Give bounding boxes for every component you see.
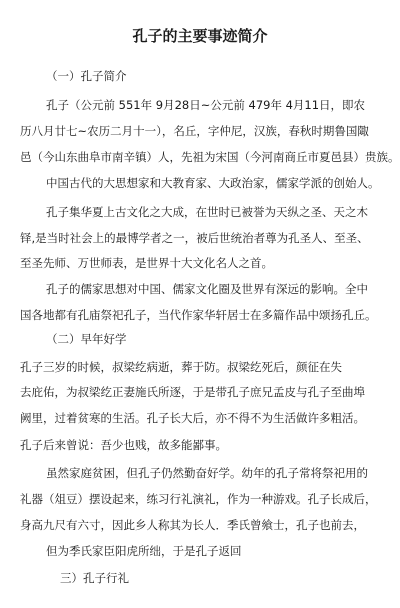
document-title: 孔子的主要事迹简介 <box>132 27 268 45</box>
paragraph-line: 去庇佑，为叔梁纥正妻施氏所逐，于是带孔子庶兄孟皮与孔子至曲埠 <box>20 385 365 399</box>
paragraph-line: 邑（今山东曲阜市南辛镇）人，先祖为宋国（今河南商丘市夏邑县）贵族。 <box>20 150 400 164</box>
paragraph-line: 铎,是当时社会上的最博学者之一，被后世统治者尊为孔圣人、至圣、 <box>20 231 369 245</box>
paragraph-line: 孔子（公元前 551年 9月28日~公元前 479年 4月11日，即农 <box>46 98 366 112</box>
paragraph-line: 孔子集华夏上古文化之大成，在世时已被誉为天纵之圣、天之木 <box>46 205 368 219</box>
paragraph-line: 孔子的儒家思想对中国、儒家文化圈及世界有深远的影响。全中 <box>46 282 368 296</box>
paragraph-line: 但为季氏家臣阳虎所绌，于是孔子返回 <box>46 544 242 558</box>
paragraph-line: 国各地都有孔庙祭祀孔子，当代作家华轩居士在多篇作品中颂扬孔丘。 <box>20 308 377 322</box>
paragraph-line: 孔子三岁的时候，叔梁纥病逝，葬于防。叔梁纥死后，颜征在失 <box>20 360 342 374</box>
section-heading-intro: （一）孔子简介 <box>46 69 127 83</box>
section-heading-rites: 三）孔子行礼 <box>60 571 129 585</box>
paragraph-line: 虽然家庭贫困，但孔子仍然勤奋好学。幼年的孔子常将祭祀用的 <box>46 466 368 480</box>
paragraph-line: 孔子后来曾说：吾少也贱，故多能鄙事。 <box>20 438 227 452</box>
paragraph-line: 身高九尺有六寸，因此乡人称其为长人．季氏曾飨士，孔子也前去， <box>20 518 365 532</box>
section-heading-early-learning: （二）早年好学 <box>46 332 127 346</box>
paragraph-line: 中国古代的大思想家和大教育家、大政治家，儒家学派的创始人。 <box>46 176 380 190</box>
paragraph-line: 历八月廿七~农历二月十一），名丘，字仲尼，汉族，春秋时期鲁国陬 <box>20 124 369 138</box>
paragraph-line: 阙里，过着贫寒的生活。孔子长大后，亦不得不为生活做许多粗活。 <box>20 411 365 425</box>
paragraph-line: 至圣先师、万世师表，是世界十大文化名人之首。 <box>20 256 273 270</box>
paragraph-line: 礼器（俎豆）摆设起来，练习行礼演礼，作为一种游戏。孔子长成后， <box>20 492 377 506</box>
